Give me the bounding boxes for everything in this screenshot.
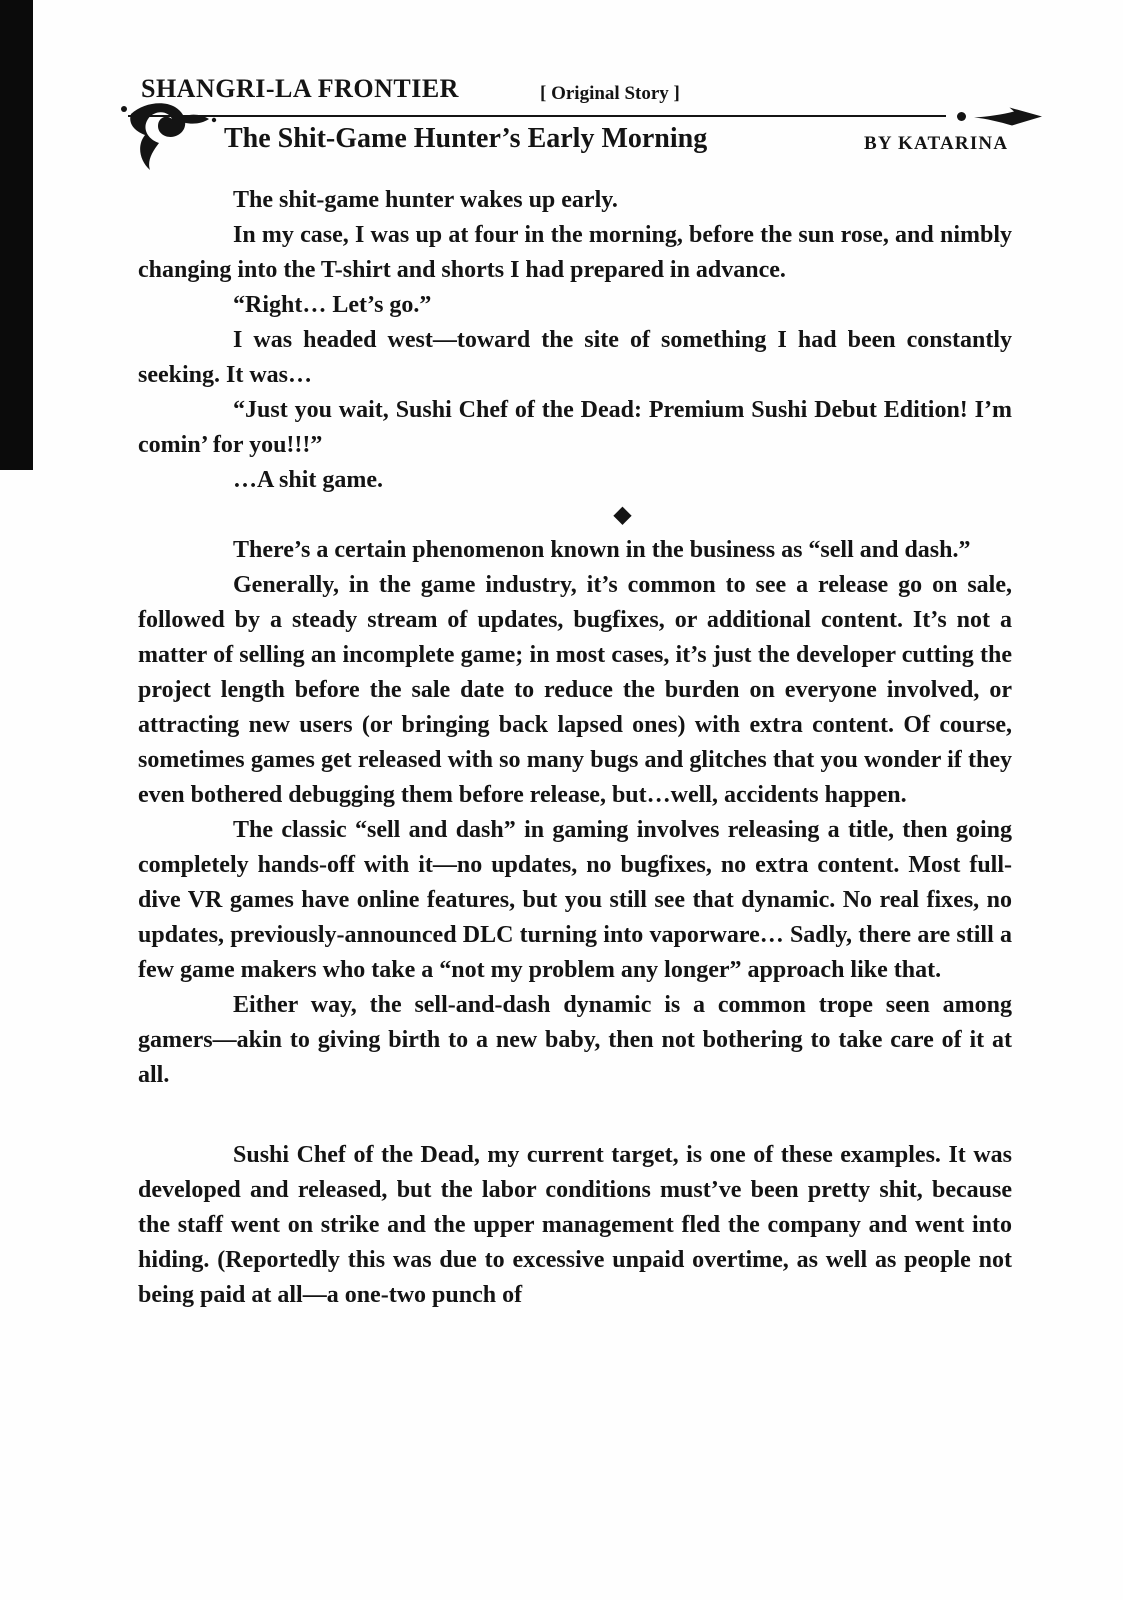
body-paragraph: Sushi Chef of the Dead, my current target, is one of these examples. It was developed and released, but the labor conditions must’ve been pretty shit, because the staff went on strike and the upper management fled the company and went into hiding. (Reportedly this was due to excessive unpaid overtime, as well as people not being paid at all—a one-two punch of — [138, 1142, 1012, 1308]
body-text — [138, 183, 1012, 1313]
body-paragraph: In my case, I was up at four in the morning, before the sun rose, and nimbly changing into the T-shirt and shorts I had prepared in advance. — [138, 222, 1012, 283]
diamond-divider-icon: ◆ — [613, 502, 632, 528]
body-paragraph: I was headed west—toward the site of something I had been constantly seeking. It was… — [138, 327, 1012, 388]
flourish-ornament-icon — [119, 100, 219, 172]
section-divider — [138, 498, 1012, 533]
byline: BY KATARINA — [864, 133, 1009, 154]
body-paragraph: Either way, the sell-and-dash dynamic is a common trope seen among gamers—akin to giving birth to a new baby, then not bothering to take care of it at all. — [138, 992, 1012, 1088]
body-paragraph: The shit-game hunter wakes up early. — [233, 187, 618, 213]
series-title: SHANGRI-LA FRONTIER — [141, 74, 459, 103]
body-paragraph: The classic “sell and dash” in gaming involves releasing a title, then going completely hands-off with it—no updates, no bugfixes, no extra content. Most full-dive VR games have online features, but you still see that dynamic. No real fixes, no updates, previously-announced DLC turning into vaporware… Sadly, there are still a few game makers who take a “not my problem any longer” approach like that. — [138, 817, 1012, 983]
body-paragraph: There’s a certain phenomenon known in the business as “sell and dash.” — [233, 537, 971, 563]
body-paragraph: “Just you wait, Sushi Chef of the Dead: Premium Sushi Debut Edition! I’m comin’ for you!!!” — [138, 397, 1012, 458]
header-rule — [128, 115, 946, 117]
header-rule-dot — [957, 112, 966, 121]
story-title: The Shit-Game Hunter’s Early Morning — [224, 123, 708, 154]
series-subtitle: [ Original Story ] — [540, 83, 680, 104]
body-paragraph: Generally, in the game industry, it’s common to see a release go on sale, followed by a steady stream of updates, bugfixes, or additional content. It’s not a matter of selling an incomplete game; in most cases, it’s just the developer cutting the project length before the sale date to reduce the burden on everyone involved, or attracting new users (or bringing back lapsed ones) with extra content. Of course, sometimes games get released with so many bugs and glitches that you wonder if they even bothered debugging them before release, but…well, accidents happen. — [138, 572, 1012, 808]
arrow-divider-icon — [974, 105, 1044, 129]
page-edge-marker — [0, 0, 33, 470]
body-paragraph: …A shit game. — [233, 467, 383, 493]
body-paragraph: “Right… Let’s go.” — [233, 292, 432, 318]
